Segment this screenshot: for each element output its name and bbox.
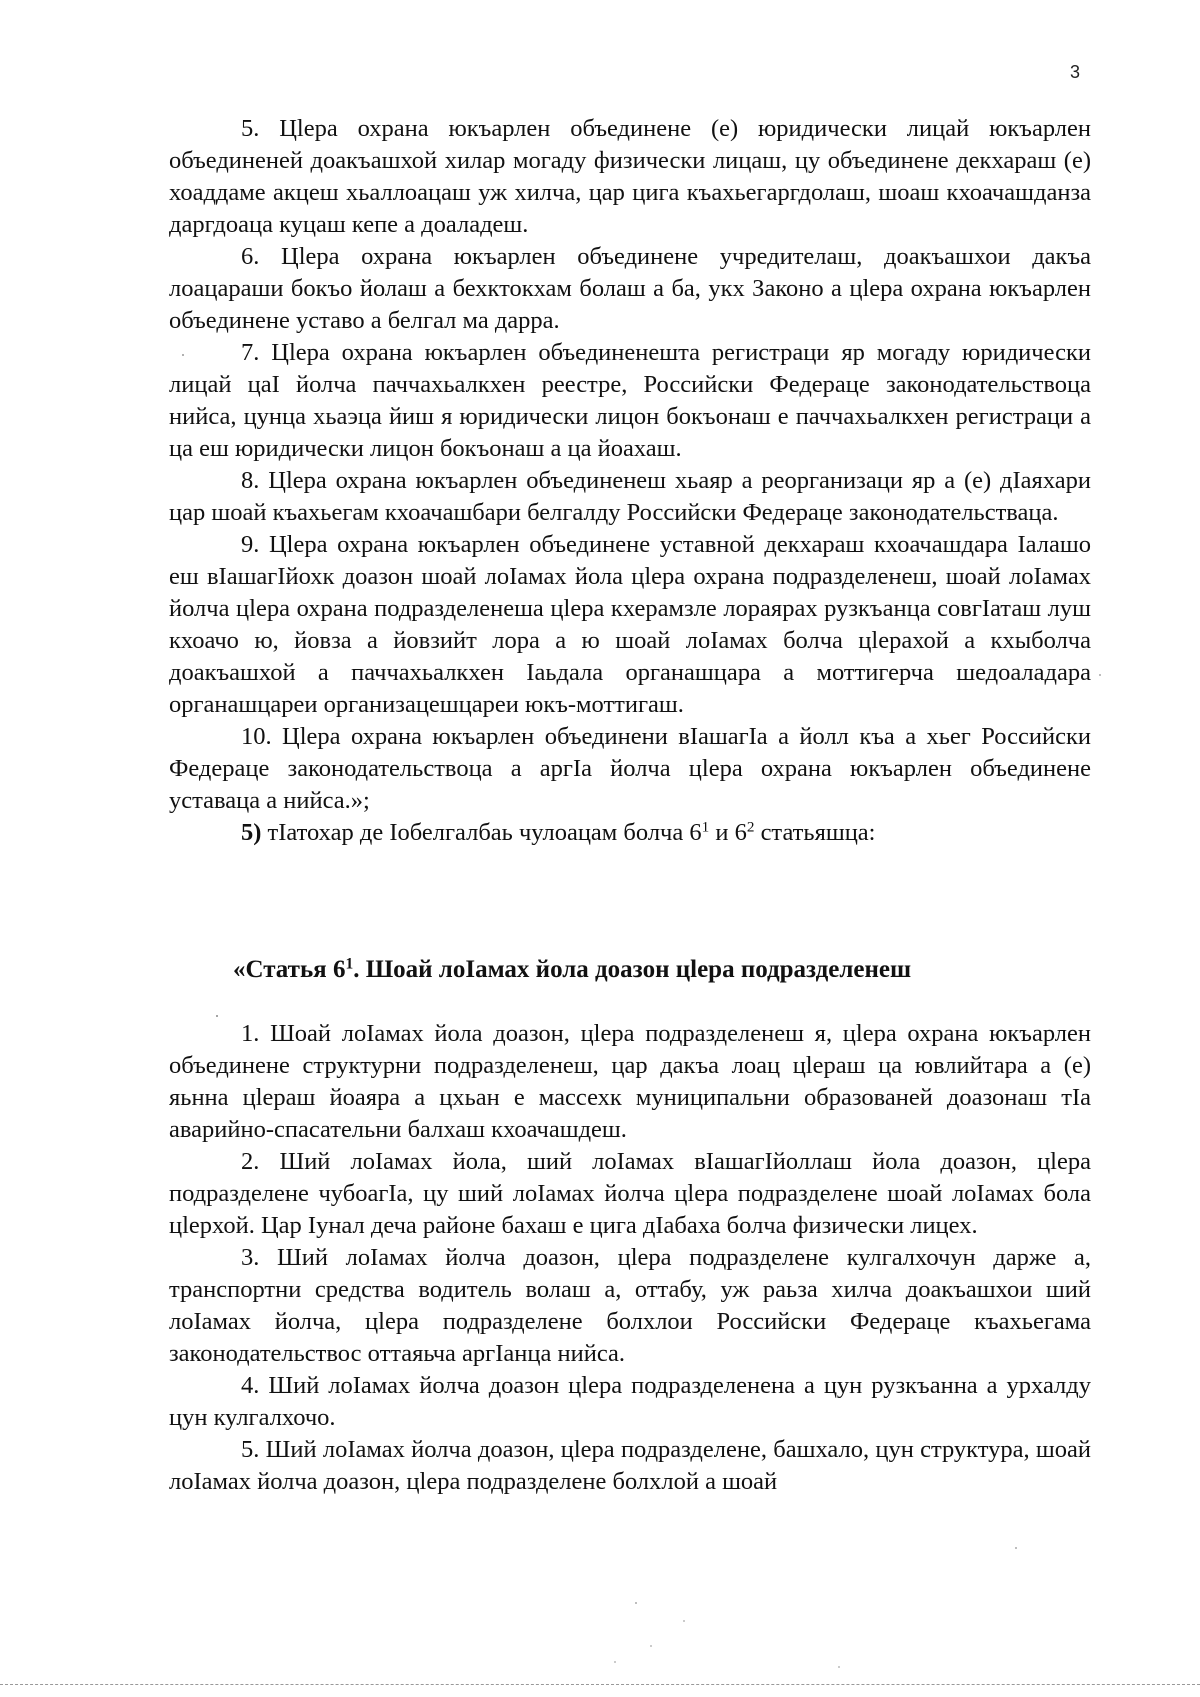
amendment-number: 5) [241, 819, 262, 846]
paragraph: 5. Ший лоIамах йолча доазон, цlера подразделене, башхало, цун структура, шоай лоIамах йолча доазон, цlера подразделене болхлой а шоай [169, 1436, 1091, 1495]
paragraph: 1. Шоай лоIамах йола доазон, цlера подразделенеш я, цlера охрана юкъарлен объединене структурни подразделенеш, цар дакъа лоац цlераш ца ювлийтара а (е) яьнна цlераш йоаяра а цхьан е массехк муниципальни образованей доазонаш тIа аварийно-спасательни балхаш кхоачашдеш. [169, 1020, 1091, 1143]
paragraph: 2. Ший лоIамах йола, ший лоIамах вIашагIйоллаш йола доазон, цlера подразделене чубоагIа, цу ший лоIамах йолча цlера подразделене шоай лоIамах бола цlерхой. Цар Iунал деча районе бахаш е цига дIабаха болча физически лицех. [169, 1148, 1091, 1239]
paragraph: 3. Ший лоIамах йолча доазон, цlера подразделене кулгалхочун дарже а, транспортни средства водитель волаш а, оттабу, уж раьза хилча доакъашхои ший лоIамах йолча, цlера подразделене болхлои Российски Федераце къахьегама законодательствос оттаяьча аргIанца нийса. [169, 1244, 1091, 1367]
article-heading-title: . Шоай лоIамах йола доазон цlера подразделенеш [353, 956, 912, 983]
amendment-text-mid: и 6 [709, 819, 747, 846]
paragraph: 6. Цlера охрана юкъарлен объединене учредителаш, доакъашхои дакъа лоацараши бокъо йолаш а бехктокхам болаш а ба, укх Законо а цlера охрана юкъарлен объединене уставо а белгал ма дарра. [169, 243, 1091, 334]
paragraph: 10. Цlера охрана юкъарлен объединени вIашагIа а йолл къа а хьег Российски Федераце законодательствоца а аргIа йолча цlера охрана юкъарлен объединене уставаца а нийса.»; [169, 723, 1091, 814]
article-heading-sup: 1 [345, 955, 354, 973]
amendment-text-before: тIатохар де Iобелгалбаь чулоацам болча 6 [261, 819, 702, 846]
paragraph: 9. Цlера охрана юкъарлен объединене уставной декхараш кхоачашдара Iалашо еш вIашагIйохк доазон шоай лоIамах йола цlера охрана подразделенеш, шоай лоIамах йолча цlера охрана подразделенеша цlера кхерамзле лораярах рузкъанца совгIаташ луш кхоачо ю, йовза а йовзийт лора а ю шоай лоIамах болча цlерахой а кхыболча доакъашхой а паччахьалкхен Iаьдала органашцара а моттигерча шедоаладара органашцареи организацешцареи юкъ-моттигаш. [169, 531, 1091, 718]
paragraph: 4. Ший лоIамах йолча доазон цlера подразделенена а цун рузкъанна а урхалду цун кулгалхочо. [169, 1372, 1091, 1431]
scan-edge-line [0, 1684, 1200, 1685]
paragraph: 8. Цlера охрана юкъарлен объединенеш хьаяр а реорганизаци яр а (е) дIаяхари цар шоай къахьегам кхоачашбари белгалду Российски Федераце законодательстваца. [169, 467, 1091, 526]
paragraph: 5. Цlера охрана юкъарлен объединене (е) юридически лицай юкъарлен объединеней доакъашхой хилар могаду физически лицаш, цу объединене декхараш (е) хоаддаме акцеш хьаллоацаш уж хилча, цар цига къахьегаргдолаш, шоаш кхоачашданза даргдоаца куцаш кепе а доаладеш. [169, 115, 1091, 238]
paragraph: 7. Цlера охрана юкъарлен объединенешта регистраци яр могаду юридически лицай цаI йолча паччахьалкхен реестре, Российски Федераце законодательствоца нийса, цунца хьаэца йиш я юридически лицон бокъонаш е паччахьалкхен регистраци а ца еш юридически лицон бокъонаш а ца йоахаш. [169, 339, 1091, 462]
amendment-text-after: статьяшца: [754, 819, 876, 846]
page-number: 3 [1070, 62, 1081, 82]
article-heading-prefix: «Статья 6 [233, 956, 346, 983]
amendment-sup-1: 1 [701, 818, 710, 836]
amendment-sup-2: 2 [746, 818, 755, 836]
